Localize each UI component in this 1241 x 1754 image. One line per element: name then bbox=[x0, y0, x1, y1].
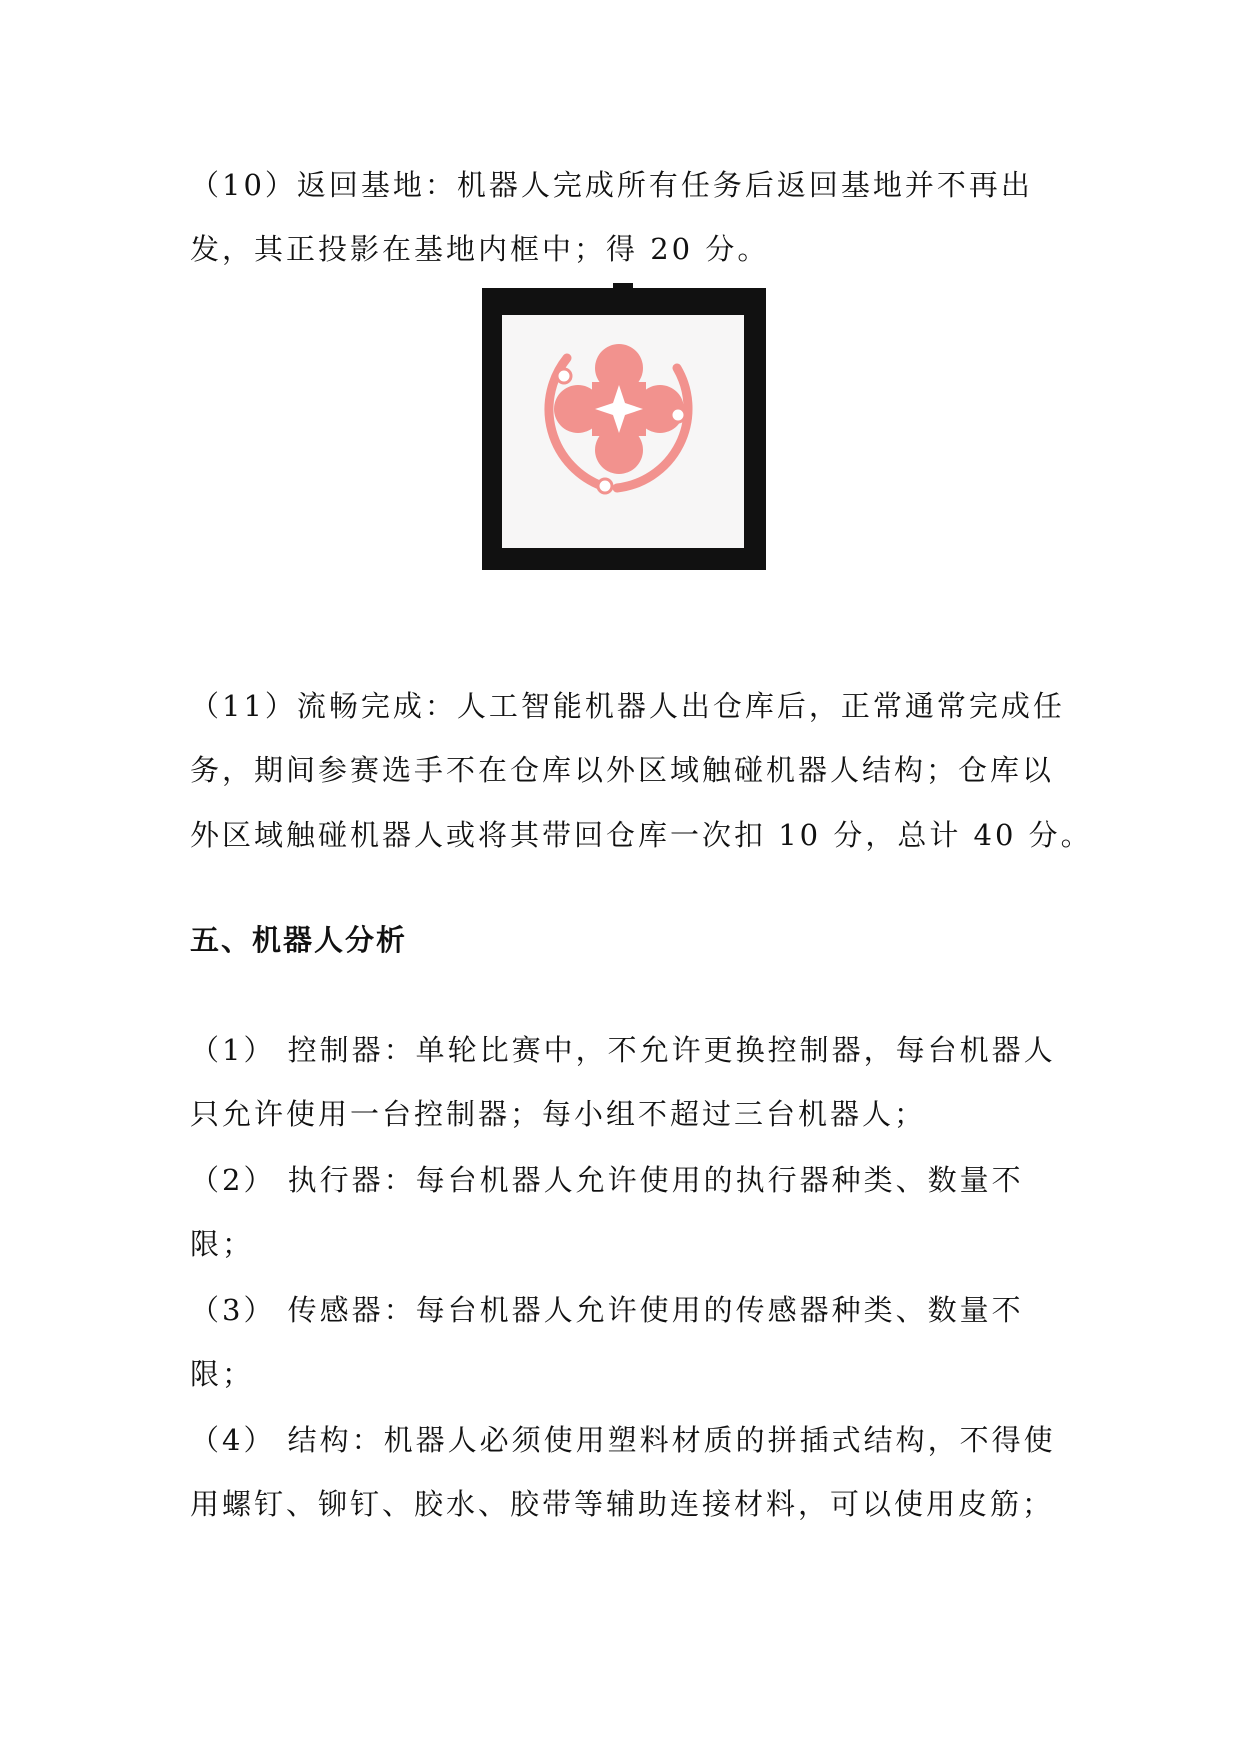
base-marker-cross-logo-icon bbox=[482, 288, 766, 570]
item-11-line-3: 外区域触碰机器人或将其带回仓库一次扣 10 分，总计 40 分。 bbox=[190, 818, 1093, 852]
section-5-item-2-line-2: 限； bbox=[190, 1227, 255, 1261]
item-11-line-2: 务，期间参赛选手不在仓库以外区域触碰机器人结构；仓库以 bbox=[190, 753, 1055, 787]
section-5-item-2-line-1: （2） 执行器：每台机器人允许使用的执行器种类、数量不 bbox=[190, 1163, 1024, 1197]
section-5-item-4-line-2: 用螺钉、铆钉、胶水、胶带等辅助连接材料，可以使用皮筋； bbox=[190, 1487, 1055, 1521]
section-5-item-1-line-2: 只允许使用一台控制器；每小组不超过三台机器人； bbox=[190, 1097, 927, 1131]
item-10-line-1: （10）返回基地：机器人完成所有任务后返回基地并不再出 bbox=[190, 168, 1033, 202]
section-5-item-4-line-1: （4） 结构：机器人必须使用塑料材质的拼插式结构，不得使 bbox=[190, 1423, 1056, 1457]
section-5-item-3-line-2: 限； bbox=[190, 1357, 255, 1391]
section-5-heading: 五、机器人分析 bbox=[190, 923, 408, 957]
base-marker-figure bbox=[482, 288, 766, 570]
section-5-item-3-line-1: （3） 传感器：每台机器人允许使用的传感器种类、数量不 bbox=[190, 1293, 1024, 1327]
section-5-item-1-line-1: （1） 控制器：单轮比赛中，不允许更换控制器，每台机器人 bbox=[190, 1033, 1056, 1067]
item-11-line-1: （11）流畅完成：人工智能机器人出仓库后，正常通常完成任 bbox=[190, 689, 1065, 723]
item-10-line-2: 发，其正投影在基地内框中；得 20 分。 bbox=[190, 232, 770, 266]
